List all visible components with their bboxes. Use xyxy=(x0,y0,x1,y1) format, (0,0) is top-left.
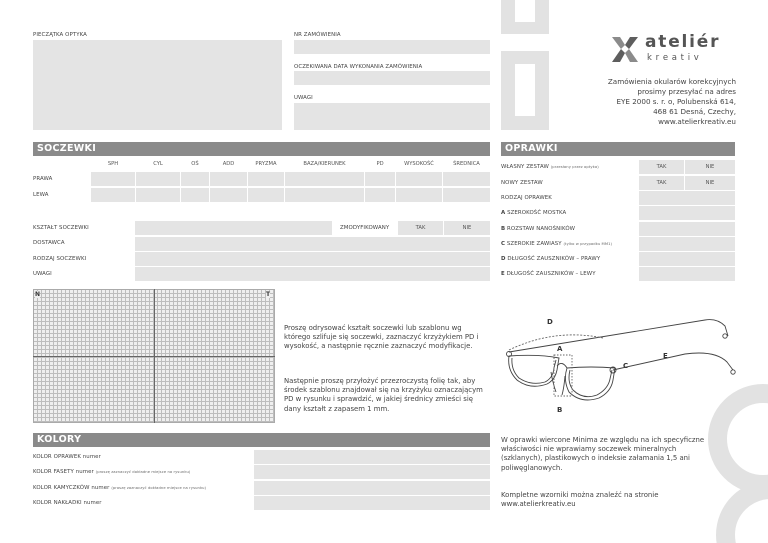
col-add: ADD xyxy=(222,161,235,167)
frame-type-label: RODZAJ OPRAWEK xyxy=(501,195,552,201)
rx-cell[interactable] xyxy=(365,188,395,202)
wide-hinges-label: C SZEROKIE ZAWIASY (tylko w przypadku MM1) xyxy=(501,241,613,247)
supplier-field[interactable] xyxy=(135,237,490,251)
bridge-letter: A xyxy=(501,210,506,216)
rx-cell[interactable] xyxy=(136,188,180,202)
row-right-label: PRAWA xyxy=(33,176,53,182)
col-diameter: ŚREDNICA xyxy=(453,161,480,167)
stamp-label: PIECZĄTKA OPTYKA xyxy=(33,32,87,38)
frame-color-label: KOLOR OPRAWEK numer xyxy=(33,454,101,460)
rx-cell[interactable] xyxy=(396,172,442,186)
stone-color-note: (proszę zaznaczyć dokładne miejsce na rysunku) xyxy=(111,486,207,490)
lenses-section-header: SOCZEWKI xyxy=(33,142,490,156)
frame-color-field[interactable] xyxy=(254,450,490,464)
lens-notes-field[interactable] xyxy=(135,267,490,281)
address-line: EYE 2000 s. r. o, Polubenská 614, xyxy=(616,97,736,107)
templates-info: Kompletne wzorniki można znaleźć na stronie www.atelierkreativ.eu xyxy=(501,491,659,509)
own-set-yes-option[interactable]: TAK xyxy=(639,160,684,174)
expected-date-field[interactable] xyxy=(294,71,490,85)
left-temple-letter: E xyxy=(501,271,505,277)
header-notes-label: UWAGI xyxy=(294,95,313,101)
overlay-color-field[interactable] xyxy=(254,496,490,510)
rx-cell[interactable] xyxy=(91,188,135,202)
col-axis: OŚ xyxy=(191,161,199,167)
modified-yes-option[interactable]: TAK xyxy=(398,221,443,235)
rx-cell[interactable] xyxy=(365,172,395,186)
diagram-label-d: D xyxy=(547,318,553,326)
modified-label: ZMODYFIKOWANY xyxy=(340,225,390,231)
address-line: Zamówienia okularów korekcyjnych xyxy=(607,77,736,86)
diagram-label-e: E xyxy=(663,352,668,360)
new-set-no-option[interactable]: NIE xyxy=(685,176,735,190)
measure-d-line xyxy=(509,335,603,350)
new-set-label: NOWY ZESTAW xyxy=(501,180,543,186)
col-height: WYSOKOŚĆ xyxy=(404,161,434,167)
diagram-label-a: A xyxy=(557,345,563,353)
facet-color-label: KOLOR FASETY numer (proszę zaznaczyć dokładne miejsce na rysunku) xyxy=(33,469,191,475)
rx-cell[interactable] xyxy=(248,188,284,202)
pad-letter: B xyxy=(501,226,506,232)
address-line: prosimy przesyłać na adres xyxy=(637,87,736,97)
overlay-color-label: KOLOR NAKŁADKI numer xyxy=(33,500,102,506)
rx-cell[interactable] xyxy=(248,172,284,186)
lens-type-field[interactable] xyxy=(135,252,490,266)
logo-x-icon xyxy=(610,34,640,64)
facet-color-note: (proszę zaznaczyć dokładne miejsce na rysunku) xyxy=(95,470,191,474)
rx-cell[interactable] xyxy=(181,172,209,186)
lens-shape-field[interactable] xyxy=(135,221,332,235)
lens-shape-label: KSZTAŁT SOCZEWKI xyxy=(33,225,89,231)
lens-type-label: RODZAJ SOCZEWKI xyxy=(33,256,87,262)
decor-ring-bottom xyxy=(716,480,768,543)
decor-square-middle xyxy=(501,51,549,130)
rx-cell[interactable] xyxy=(136,172,180,186)
address-line: 468 61 Desná, Czechy, xyxy=(653,107,736,117)
frames-section-header: OPRAWKI xyxy=(501,142,735,156)
decor-square-top xyxy=(501,0,549,34)
diagram-label-b: B xyxy=(557,406,563,414)
facet-color-field[interactable] xyxy=(254,465,490,479)
supplier-label: DOSTAWCA xyxy=(33,240,65,246)
rx-cell[interactable] xyxy=(396,188,442,202)
left-temple-field[interactable] xyxy=(639,267,735,281)
rx-cell[interactable] xyxy=(285,172,364,186)
rx-cell[interactable] xyxy=(285,188,364,202)
grid-temporal-marker: T xyxy=(266,291,271,298)
pad-distance-label: B ROZSTAW NANOŚNIKÓW xyxy=(501,226,576,232)
expected-date-label: OCZEKIWANA DATA WYKONANIA ZAMÓWIENIA xyxy=(294,64,423,70)
glasses-diagram xyxy=(495,300,745,425)
temple-tip xyxy=(723,334,727,338)
pad-distance-field[interactable] xyxy=(639,222,735,236)
right-temple-line xyxy=(613,353,733,370)
stamp-field[interactable] xyxy=(33,40,282,130)
left-lens-outline xyxy=(509,355,559,386)
left-temple-label: E DŁUGOŚĆ ZAUSZNIKÓW – LEWY xyxy=(501,271,596,277)
header-notes-field[interactable] xyxy=(294,103,490,130)
col-cyl: CYL xyxy=(153,161,163,167)
row-left-label: LEWA xyxy=(33,192,49,198)
lens-notes-label: UWAGI xyxy=(33,271,52,277)
rx-cell[interactable] xyxy=(443,172,490,186)
col-pd: PD xyxy=(376,161,384,167)
right-temple-label: D DŁUGOŚĆ ZAUSZNIKÓW – PRAWY xyxy=(501,256,601,262)
modified-no-option[interactable]: NIE xyxy=(444,221,490,235)
right-temple-field[interactable] xyxy=(639,252,735,266)
wide-hinges-field[interactable] xyxy=(639,237,735,251)
bridge-width-label: A SZEROKOŚĆ MOSTKA xyxy=(501,210,567,216)
rx-cell[interactable] xyxy=(181,188,209,202)
brand-logo xyxy=(610,30,738,70)
rx-cell[interactable] xyxy=(210,188,247,202)
diagram-label-c: C xyxy=(623,362,629,370)
grid-horizontal-axis xyxy=(33,356,275,357)
stone-color-field[interactable] xyxy=(254,481,490,495)
grid-nasal-marker: N xyxy=(35,291,41,298)
own-set-note: (przesłany przez optyka) xyxy=(550,165,599,169)
own-set-label: WŁASNY ZESTAW (przesłany przez optyka) xyxy=(501,164,599,170)
right-temple-letter: D xyxy=(501,256,506,262)
frame-type-field[interactable] xyxy=(639,191,735,205)
drawing-instructions-2: Następnie proszę przyłożyć przezroczystą folię tak, aby środek szablonu znajdował się na krzyżyku oznaczającym PD w rysunku i sprawdzić, w jakiej średnicy zmieści się dany kształt z zapasem 1 mm. xyxy=(284,377,483,413)
bridge-line xyxy=(557,363,567,368)
brand-name-bottom: k r e a t i v xyxy=(647,53,700,63)
rx-cell[interactable] xyxy=(210,172,247,186)
col-sph: SPH xyxy=(107,161,119,167)
hinge-note: (tylko w przypadku MM1) xyxy=(563,242,613,246)
colors-section-header: KOLORY xyxy=(33,433,490,447)
right-lens-outline xyxy=(565,367,615,400)
left-temple-line xyxy=(509,320,728,352)
new-set-yes-option[interactable]: TAK xyxy=(639,176,684,190)
hinge-letter: C xyxy=(501,241,506,247)
bridge-width-field[interactable] xyxy=(639,206,735,220)
minima-info: W oprawki wiercone Minima ze względu na ich specyficzne właściwości nie wprawiamy soczewek mineralnych (szklanych), plastikowych o indeksie załamania 1,5 ani poliwęglanowych. xyxy=(501,436,705,472)
col-prism: PRYZMA xyxy=(255,161,277,167)
order-address xyxy=(560,77,736,127)
own-set-no-option[interactable]: NIE xyxy=(685,160,735,174)
temple-tip xyxy=(731,370,735,374)
col-base-direction: BAZA/KIERUNEK xyxy=(303,161,346,167)
drawing-instructions-1: Proszę odrysować kształt soczewki lub szablonu wg którego szlifuje się soczewki, zaznaczyć krzyżykiem PD i wysokość, a następnie ręcznie zaznaczyć modyfikacje. xyxy=(284,324,479,351)
rx-cell[interactable] xyxy=(91,172,135,186)
rx-cell[interactable] xyxy=(443,188,490,202)
address-website[interactable]: www.atelierkreativ.eu xyxy=(658,117,736,127)
order-number-label: NR ZAMÓWIENIA xyxy=(294,32,341,38)
order-number-field[interactable] xyxy=(294,40,490,54)
brand-name-top: ateliér xyxy=(645,32,721,52)
stone-color-label: KOLOR KAMYCZKÓW numer (proszę zaznaczyć dokładne miejsce na rysunku) xyxy=(33,485,207,491)
